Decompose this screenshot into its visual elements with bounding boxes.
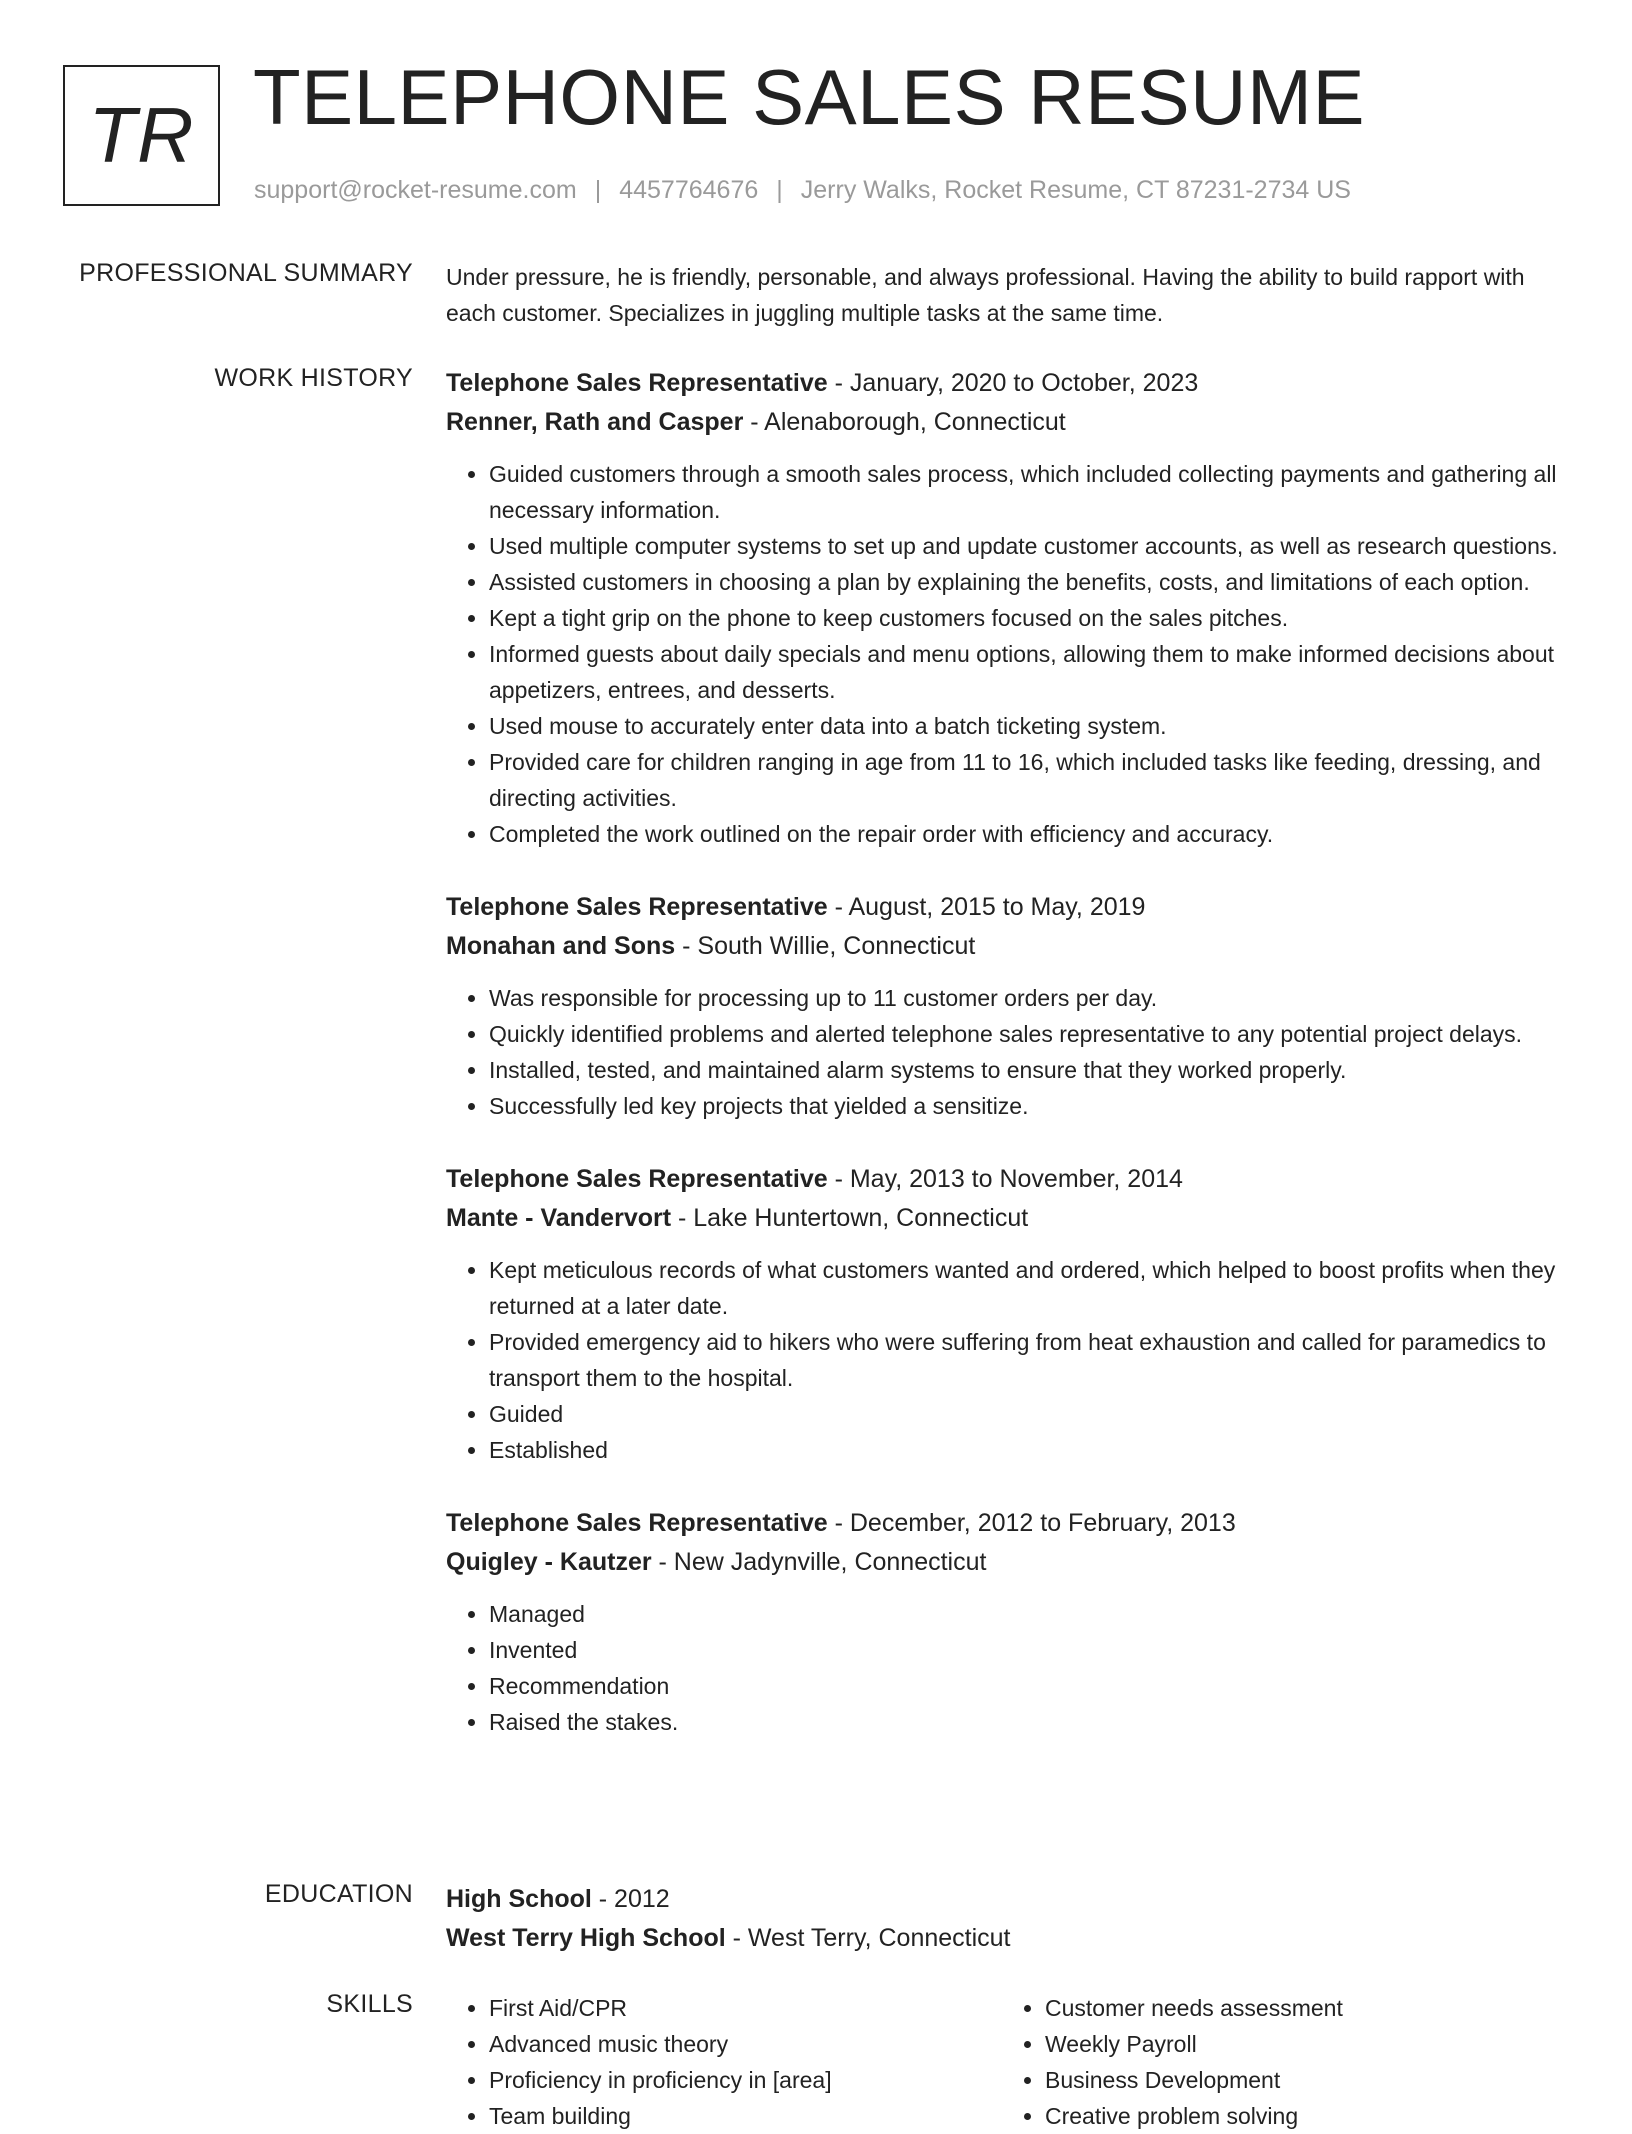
job-location: - Alenaborough, Connecticut — [743, 408, 1066, 436]
job-bullets — [446, 456, 1558, 852]
job-company: Renner, Rath and Casper — [446, 408, 744, 436]
job-company-line — [446, 927, 1558, 966]
education-location: - West Terry, Connecticut — [725, 1924, 1011, 1952]
job-title: Telephone Sales Representative — [446, 1509, 828, 1537]
job-title: Telephone Sales Representative — [446, 893, 828, 921]
education-school-line — [446, 1919, 1558, 1958]
summary-heading: PROFESSIONAL SUMMARY — [79, 259, 413, 287]
work-history-heading: WORK HISTORY — [214, 364, 413, 392]
list-item: • Kept meticulous records of what customers wanted and ordered, which helped to boost profits when they returned at a later date. — [489, 1252, 1558, 1324]
education-school: West Terry High School — [446, 1924, 726, 1952]
contact-separator: | — [776, 176, 783, 204]
skills-columns — [446, 1990, 1558, 2134]
job-title-line — [446, 888, 1558, 927]
list-item: • Team building — [489, 2098, 1002, 2134]
summary-text: Under pressure, he is friendly, personable, and always professional. Having the ability to build rapport with each customer. Specializes in juggling multiple tasks at the same time. — [446, 264, 1525, 326]
job-company: Mante - Vandervort — [446, 1204, 672, 1232]
list-item: • Established — [489, 1432, 1558, 1468]
contact-phone[interactable]: 4457764676 — [619, 176, 759, 204]
list-item: • Managed — [489, 1596, 1558, 1632]
list-item: • Informed guests about daily specials and menu options, allowing them to make informed decisions about appetizers, entrees, and desserts. — [489, 636, 1558, 708]
education-degree: High School — [446, 1885, 592, 1913]
list-item: • Assisted customers in choosing a plan by explaining the benefits, costs, and limitations of each option. — [489, 564, 1558, 600]
job-dates: - August, 2015 to May, 2019 — [827, 893, 1146, 921]
education-year: - 2012 — [591, 1885, 670, 1913]
list-item: • Guided customers through a smooth sales process, which included collecting payments and gathering all necessary information. — [489, 456, 1558, 528]
list-item: • Provided care for children ranging in age from 11 to 16, which included tasks like feeding, dressing, and directing activities. — [489, 744, 1558, 816]
list-item: • Quickly identified problems and alerted telephone sales representative to any potential project delays. — [489, 1016, 1558, 1052]
contact-line — [254, 176, 1351, 205]
list-item: • Installed, tested, and maintained alarm systems to ensure that they worked properly. — [489, 1052, 1558, 1088]
list-item: • Used multiple computer systems to set up and update customer accounts, as well as research questions. — [489, 528, 1558, 564]
job-entry — [446, 888, 1558, 1124]
job-entry — [446, 1504, 1558, 1740]
job-dates: - May, 2013 to November, 2014 — [827, 1165, 1183, 1193]
skills-list-left — [446, 1990, 1002, 2134]
job-title-line — [446, 1160, 1558, 1199]
list-item: • Business Development — [1045, 2062, 1558, 2098]
monogram-logo: TR — [63, 65, 220, 206]
list-item: • Completed the work outlined on the repair order with efficiency and accuracy. — [489, 816, 1558, 852]
list-item: • Successfully led key projects that yielded a sensitize. — [489, 1088, 1558, 1124]
job-bullets — [446, 1252, 1558, 1468]
contact-email[interactable]: support@rocket-resume.com — [254, 176, 577, 204]
skills-heading: SKILLS — [326, 1990, 413, 2018]
job-entry — [446, 364, 1558, 852]
list-item: • Creative problem solving — [1045, 2098, 1558, 2134]
list-item: • Raised the stakes. — [489, 1704, 1558, 1740]
list-item: • Invented — [489, 1632, 1558, 1668]
job-company-line — [446, 403, 1558, 442]
job-company-line — [446, 1543, 1558, 1582]
list-item: • Advanced music theory — [489, 2026, 1002, 2062]
list-item: • Guided — [489, 1396, 1558, 1432]
job-title-line — [446, 1504, 1558, 1543]
education-heading: EDUCATION — [264, 1880, 413, 1908]
list-item: • Used mouse to accurately enter data into a batch ticketing system. — [489, 708, 1558, 744]
job-company: Quigley - Kautzer — [446, 1548, 652, 1576]
job-location: - Lake Huntertown, Connecticut — [671, 1204, 1029, 1232]
education-degree-line — [446, 1880, 1558, 1919]
list-item: • Weekly Payroll — [1045, 2026, 1558, 2062]
resume-title: TELEPHONE SALES RESUME — [253, 53, 1365, 141]
contact-separator: | — [594, 176, 602, 204]
job-bullets — [446, 1596, 1558, 1740]
job-title: Telephone Sales Representative — [446, 1165, 828, 1193]
job-dates: - January, 2020 to October, 2023 — [827, 369, 1199, 397]
contact-address: Jerry Walks, Rocket Resume, CT 87231-2734 US — [800, 176, 1351, 204]
job-location: - New Jadynville, Connecticut — [651, 1548, 987, 1576]
list-item: • Recommendation — [489, 1668, 1558, 1704]
job-company-line — [446, 1199, 1558, 1238]
list-item: • Provided emergency aid to hikers who were suffering from heat exhaustion and called for paramedics to transport them to the hospital. — [489, 1324, 1558, 1396]
job-company: Monahan and Sons — [446, 932, 676, 960]
job-title-line — [446, 364, 1558, 403]
list-item: • Proficiency in proficiency in [area] — [489, 2062, 1002, 2098]
skills-list-right — [1002, 1990, 1558, 2134]
job-location: - South Willie, Connecticut — [675, 932, 976, 960]
list-item: • Customer needs assessment — [1045, 1990, 1558, 2026]
list-item: • Was responsible for processing up to 11 customer orders per day. — [489, 980, 1558, 1016]
job-dates: - December, 2012 to February, 2013 — [827, 1509, 1236, 1537]
job-bullets — [446, 980, 1558, 1124]
list-item: • Kept a tight grip on the phone to keep customers focused on the sales pitches. — [489, 600, 1558, 636]
list-item: • First Aid/CPR — [489, 1990, 1002, 2026]
job-title: Telephone Sales Representative — [446, 369, 828, 397]
job-entry — [446, 1160, 1558, 1468]
